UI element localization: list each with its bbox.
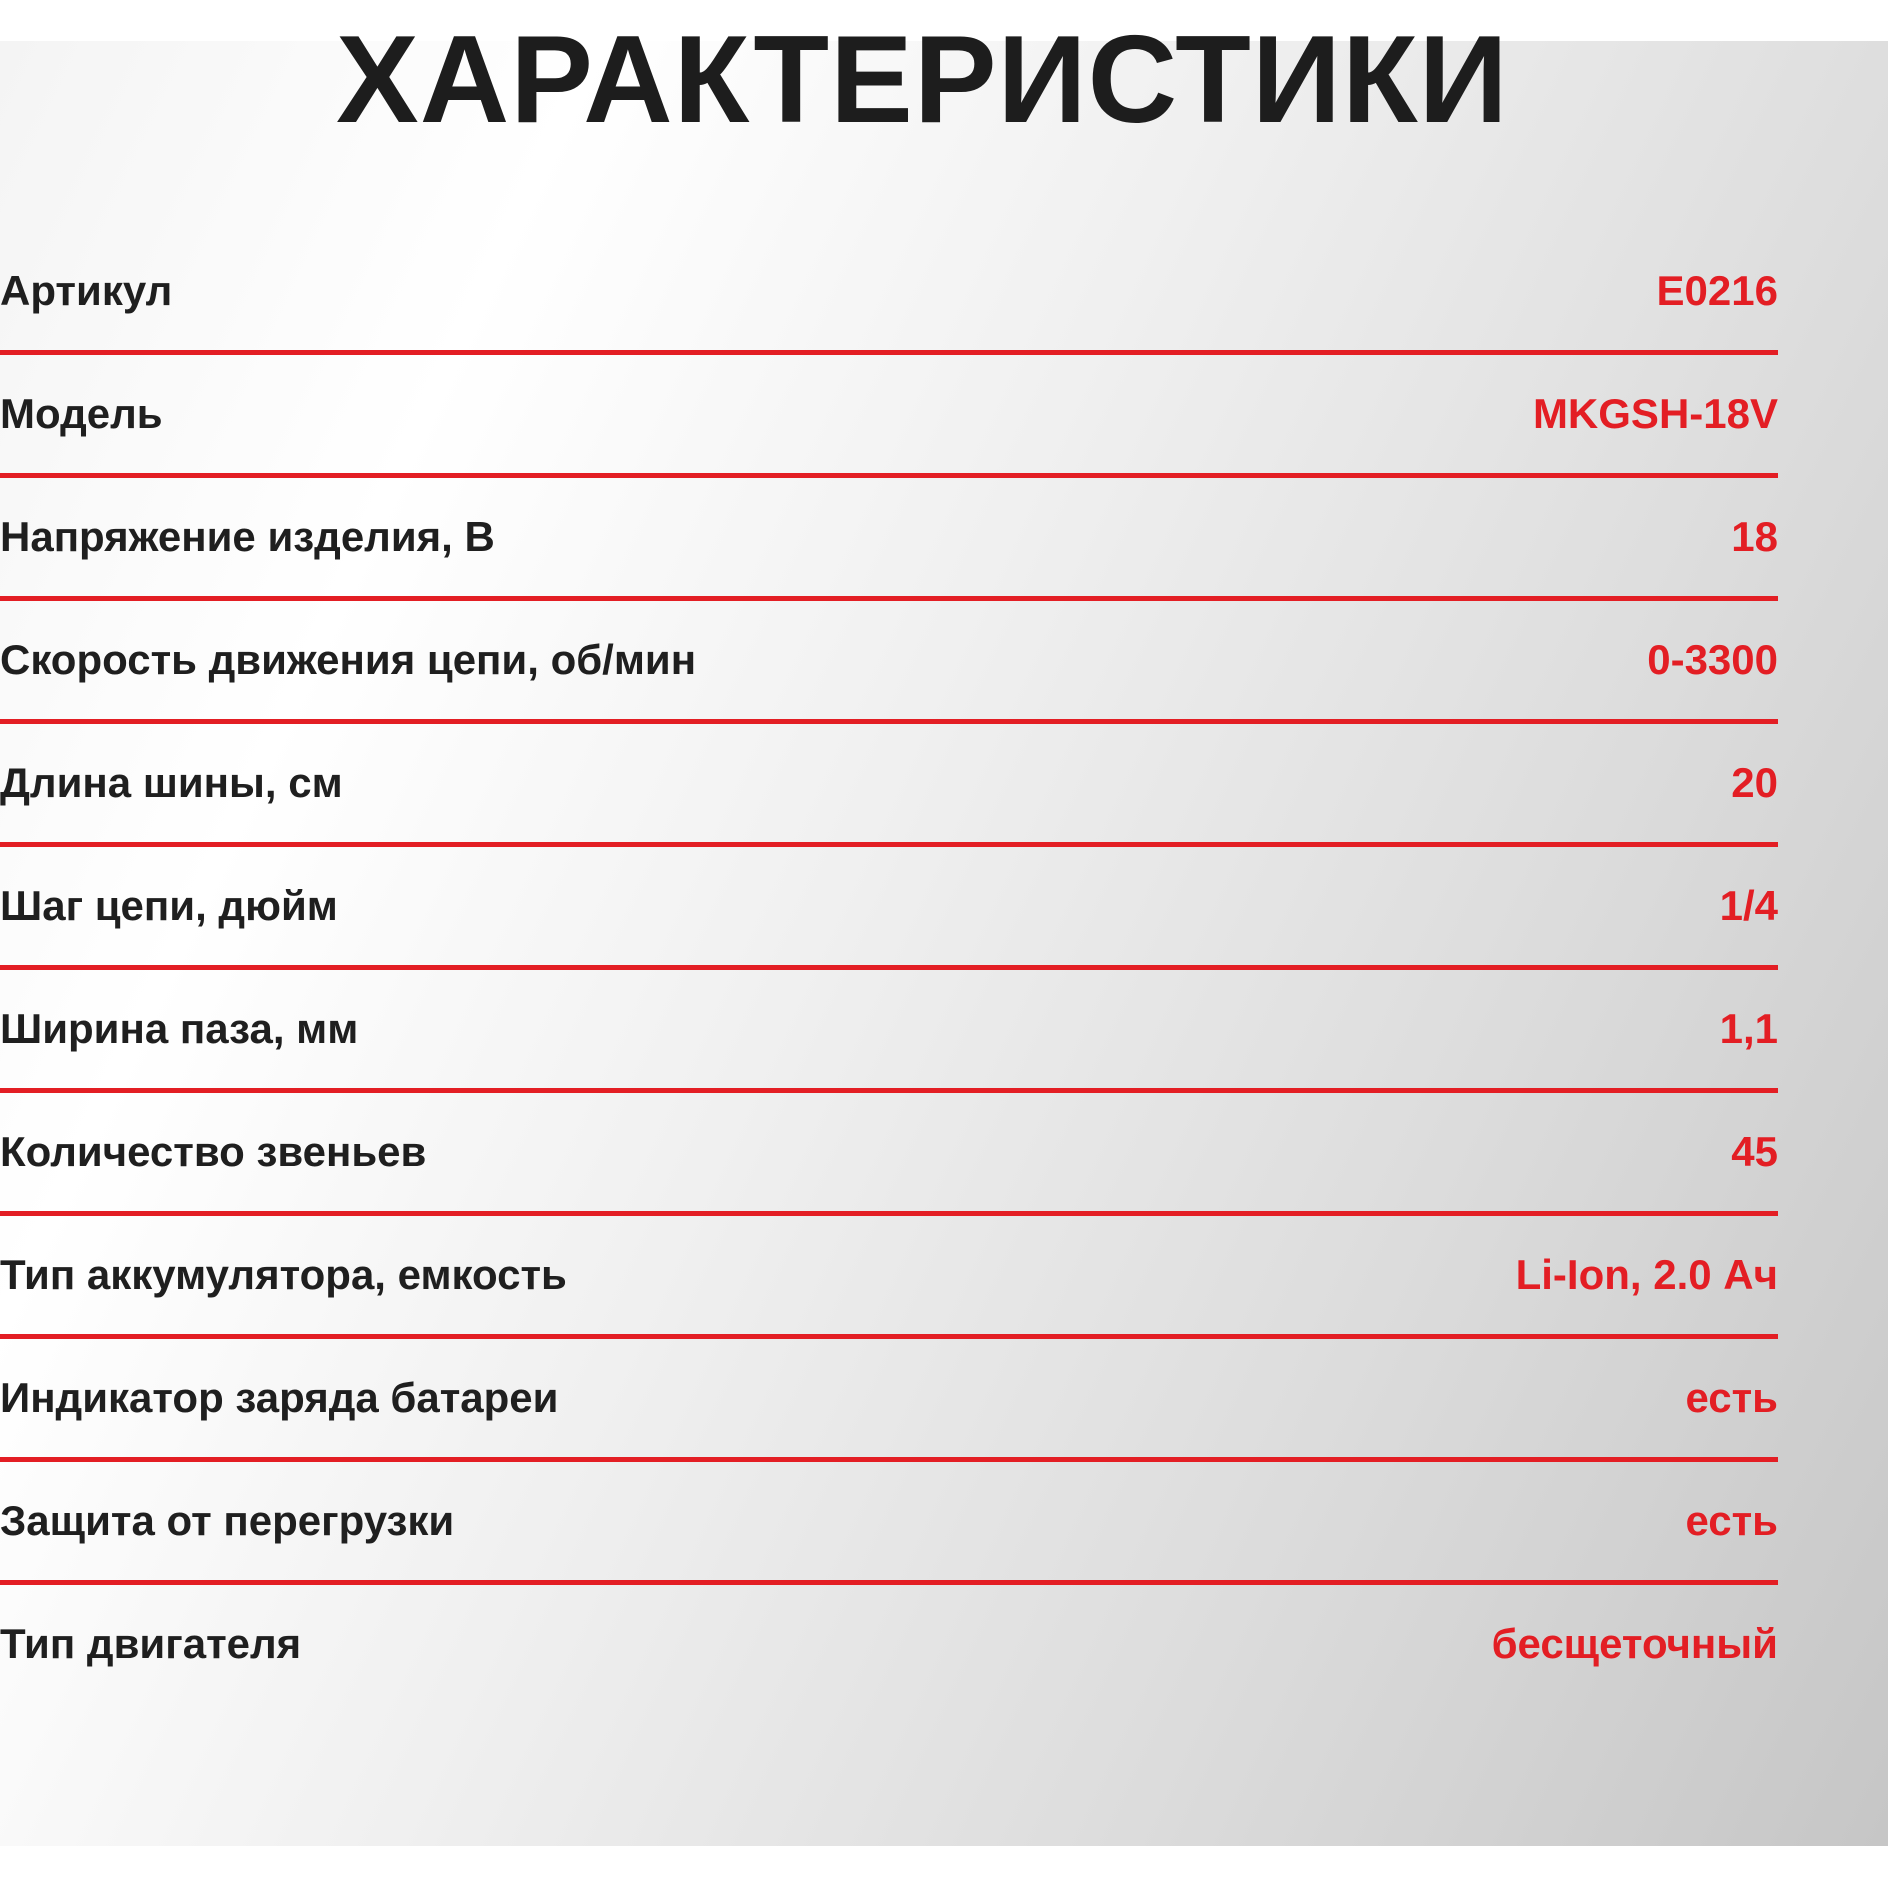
spec-value: есть: [1685, 1497, 1778, 1544]
spec-value: 45: [1731, 1128, 1778, 1175]
spec-value: MKGSH-18V: [1532, 390, 1778, 437]
spec-label: Скорость движения цепи, об/мин: [0, 636, 697, 683]
spec-value: Li-Ion, 2.0 Ач: [1515, 1251, 1778, 1298]
spec-row-bar-length: [0, 724, 1778, 847]
spec-value: E0216: [1656, 267, 1778, 314]
spec-label: Количество звеньев: [0, 1128, 427, 1175]
spec-row-motor-type: [0, 1585, 1778, 1708]
spec-label: Тип аккумулятора, емкость: [0, 1251, 567, 1298]
spec-row-chain-pitch: [0, 847, 1778, 970]
page-title: ХАРАКТЕРИСТИКИ: [336, 11, 1509, 149]
spec-label: Индикатор заряда батареи: [0, 1374, 559, 1421]
spec-row-charge-indicator: [0, 1339, 1778, 1462]
spec-row-chain-speed: [0, 601, 1778, 724]
spec-label: Артикул: [0, 267, 173, 314]
spec-label: Модель: [0, 390, 163, 437]
spec-label: Шаг цепи, дюйм: [0, 882, 338, 929]
spec-row-battery-type: [0, 1216, 1778, 1339]
spec-row-voltage: [0, 478, 1778, 601]
spec-value: есть: [1685, 1374, 1778, 1421]
spec-label: Ширина паза, мм: [0, 1005, 359, 1052]
spec-value: бесщеточный: [1491, 1620, 1778, 1667]
spec-row-link-count: [0, 1093, 1778, 1216]
spec-row-model: [0, 355, 1778, 478]
spec-label: Напряжение изделия, В: [0, 513, 495, 560]
spec-row-groove-width: [0, 970, 1778, 1093]
spec-value: 0-3300: [1647, 636, 1778, 683]
spec-value: 1,1: [1719, 1005, 1778, 1052]
spec-row-overload-protection: [0, 1462, 1778, 1585]
spec-label: Тип двигателя: [0, 1620, 302, 1667]
spec-value: 1/4: [1719, 882, 1778, 929]
spec-value: 20: [1731, 759, 1778, 806]
spec-label: Защита от перегрузки: [0, 1497, 455, 1544]
spec-list: [0, 232, 1778, 1708]
spec-row-article: [0, 232, 1778, 355]
spec-label: Длина шины, см: [0, 759, 343, 806]
spec-value: 18: [1731, 513, 1778, 560]
